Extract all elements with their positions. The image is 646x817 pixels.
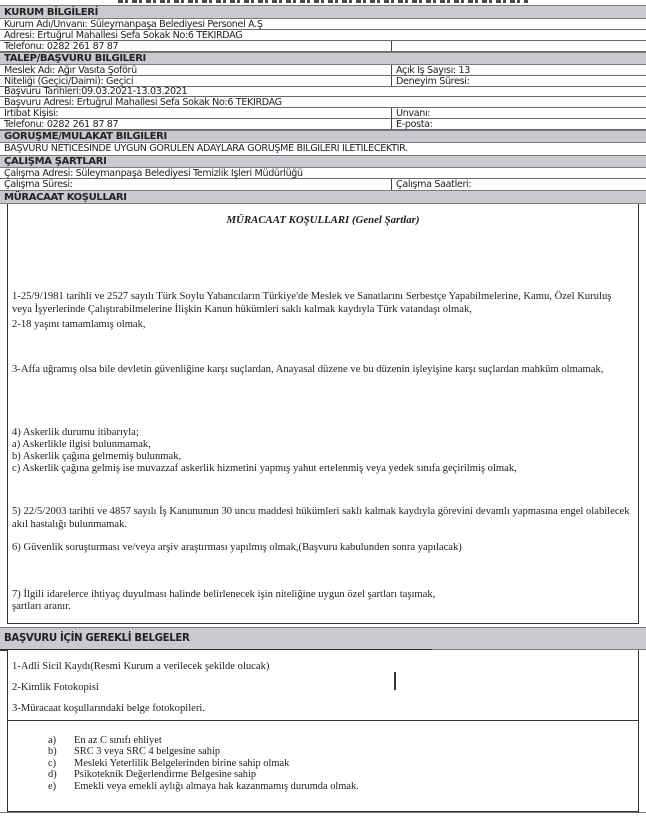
list-key: c) xyxy=(48,757,57,769)
kurum-telefon-text: Telefonu: 0282 261 87 87 xyxy=(4,41,119,51)
list-key: e) xyxy=(48,780,57,792)
list-text: Emekli veya emekli aylığı almaya hak kazanmamış durumda olmak. xyxy=(74,780,359,792)
muracaat-header-label: MÜRACAAT KOŞULLARI xyxy=(4,191,127,203)
muracaat-conditions-box xyxy=(7,204,639,624)
requirements-list xyxy=(48,735,359,792)
field-basvuru-adresi xyxy=(0,97,646,108)
section-header-muracaat xyxy=(0,190,646,204)
kurum-adres-text: Adresi: Ertuğrul Mahallesi Sefa Sokak No:6 TEKİRDAĞ xyxy=(4,30,243,41)
basvuru-tarihleri-text: Başvuru Tarihleri:09.03.2021-13.03.2021 xyxy=(4,87,188,97)
calisma-header-label: ÇALIŞMA ŞARTLARI xyxy=(4,156,107,167)
list-text: En az C sınıfı ehliyet xyxy=(74,735,162,746)
condition-item-4c: c) Askerlik çağına gelmiş ise muvazzaf askerlik hizmetini yapmış yahut ertelenmiş veya yedek sınıfa geçirilmiş olmak, xyxy=(12,463,517,474)
list-key: d) xyxy=(48,769,57,781)
field-nitelik-row xyxy=(0,76,646,87)
list-item xyxy=(48,746,359,757)
belgeler-box xyxy=(7,650,639,720)
field-calisma-adresi xyxy=(0,168,646,179)
gorusme-info-text: BAŞVURU NETİCESİNDE UYGUN GÖRÜLEN ADAYLARA GÖRÜŞME BİLGİLERİ İLETİLECEKTİR. xyxy=(4,143,408,154)
list-text: Mesleki Yeterlilik Belgelerinden birine sahip olmak xyxy=(74,757,290,769)
calisma-adresi-text: Çalışma Adresi: Süleymanpaşa Belediyesi Temizlik İşleri Müdürlüğü xyxy=(4,168,303,179)
list-item xyxy=(48,735,359,746)
meslek-adi-text: Meslek Adı: Ağır Vasıta Şoförü xyxy=(4,65,137,75)
field-irtibat-row xyxy=(0,108,646,119)
section-header-belgeler xyxy=(0,627,646,650)
condition-item-6: 6) Güvenlik soruşturması ve/veya arşiv araştırması yapılmış olmak,(Başvuru kabulunden sonra yapılacak) xyxy=(12,542,462,553)
belgeler-header-label: BAŞVURU İÇİN GEREKLİ BELGELER xyxy=(4,633,190,644)
belge-item-1: 1-Adli Sicil Kaydı(Resmi Kurum a verilecek şekilde olucak) xyxy=(12,661,270,672)
gorusme-header-label: GÖRÜŞME/MÜLAKAT BİLGİLERİ xyxy=(4,131,167,142)
list-key: a) xyxy=(48,735,57,746)
deneyim-suresi-text: Deneyim Süresi: xyxy=(396,76,470,86)
belge-item-3: 3-Müracaat koşullarındaki belge fotokopileri. xyxy=(12,703,205,714)
field-kurum-telefon xyxy=(0,41,646,52)
list-item xyxy=(48,781,359,792)
nitelik-text: Niteliği (Geçici/Daimi): Geçici xyxy=(4,76,134,86)
condition-item-4: 4) Askerlik durumu itibarıyla; xyxy=(12,427,139,438)
condition-item-3: 3-Affa uğramış olsa bile devletin güvenliğine karşı suçlardan, Anayasal düzene ve bu düzenin işleyişine karşı suçlardan mahküm olmamak, xyxy=(12,364,604,375)
talep-telefon-text: Telefonu: 0282 261 87 87 xyxy=(4,119,119,129)
field-kurum-adi xyxy=(0,19,646,30)
list-text: SRC 3 veya SRC 4 belgesine sahip xyxy=(74,746,221,758)
list-item xyxy=(48,769,359,780)
kurum-header-label: KURUM BİLGİLERİ xyxy=(4,6,98,18)
condition-closing: şartları aranır. xyxy=(12,601,71,612)
field-kurum-adres xyxy=(0,30,646,41)
condition-item-4b: b) Askerlik çağına gelmemiş bulunmak, xyxy=(12,451,182,462)
condition-item-7: 7) İlgili idarelerce ihtiyaç duyulması halinde belirlenecek işin niteliğine uygun özel şartları taşımak, xyxy=(12,589,436,600)
condition-item-4a: a) Askerlikle ilgisi bulunmamak, xyxy=(12,439,151,450)
list-item xyxy=(48,758,359,769)
calisma-suresi-text: Çalışma Süresi: xyxy=(4,179,73,190)
field-calisma-sure-row xyxy=(0,179,646,190)
bottom-rule xyxy=(0,812,646,813)
kurum-adi-text: Kurum Adı/Unvanı: Süleymanpaşa Belediyesi Personel A.Ş xyxy=(4,19,263,30)
list-text: Psikoteknik Değerlendirme Belgesine sahip xyxy=(74,769,257,781)
unvan-text: Unvanı: xyxy=(396,108,431,118)
eposta-text: E-posta: xyxy=(396,119,433,129)
acik-is-sayisi-text: Açık İş Sayısı: 13 xyxy=(396,65,470,75)
vertical-mark xyxy=(394,672,396,690)
talep-header-label: TALEP/BAŞVURU BİLGİLERİ xyxy=(4,53,146,64)
section-header-talep xyxy=(0,52,646,65)
field-telefon-row xyxy=(0,119,646,130)
section-header-calisma xyxy=(0,155,646,168)
condition-item-1: 1-25/9/1981 tarihli ve 2527 sayılı Türk Soylu Yabancıların Türkiye'de Meslek ve Sanatlarını Serbestçe Yapabilmelerine, Kamu, Özel Kuruluş veya İşyerlerinde Çalıştırabilmelerine İlişkin Kanun hükümleri saklı kalmak kaydıyla Türk vatandaşı olmak, xyxy=(12,291,612,315)
condition-item-2: 2-18 yaşını tamamlamış olmak, xyxy=(12,319,146,330)
title-glyph-fragments xyxy=(118,0,528,3)
calisma-saatleri-text: Çalışma Saatleri: xyxy=(396,179,472,190)
list-key: b) xyxy=(48,746,57,758)
field-basvuru-tarihleri xyxy=(0,87,646,97)
irtibat-kisisi-text: İrtibat Kişisi: xyxy=(4,108,59,118)
section-header-kurum xyxy=(0,5,646,19)
muracaat-box-title: MÜRACAAT KOŞULLARI (Genel Şartlar) xyxy=(226,214,420,226)
basvuru-adresi-text: Başvuru Adresi: Ertuğrul Mahallesi Sefa Sokak No:6 TEKİRDAĞ xyxy=(4,97,282,108)
field-gorusme-text xyxy=(0,143,646,155)
belgeler-list-box xyxy=(7,720,639,812)
belge-item-2: 2-Kimlik Fotokopisi xyxy=(12,682,99,693)
field-meslek-row xyxy=(0,65,646,76)
condition-item-5: 5) 22/5/2003 tarihti ve 4857 sayılı İş Kanununun 30 uncu maddesi hükümleri saklı kalmak kaydıyla görevini devamlı yapmasına engel olabilecek akıl hastalığı bulunmamak. xyxy=(12,506,630,530)
section-header-gorusme xyxy=(0,130,646,143)
